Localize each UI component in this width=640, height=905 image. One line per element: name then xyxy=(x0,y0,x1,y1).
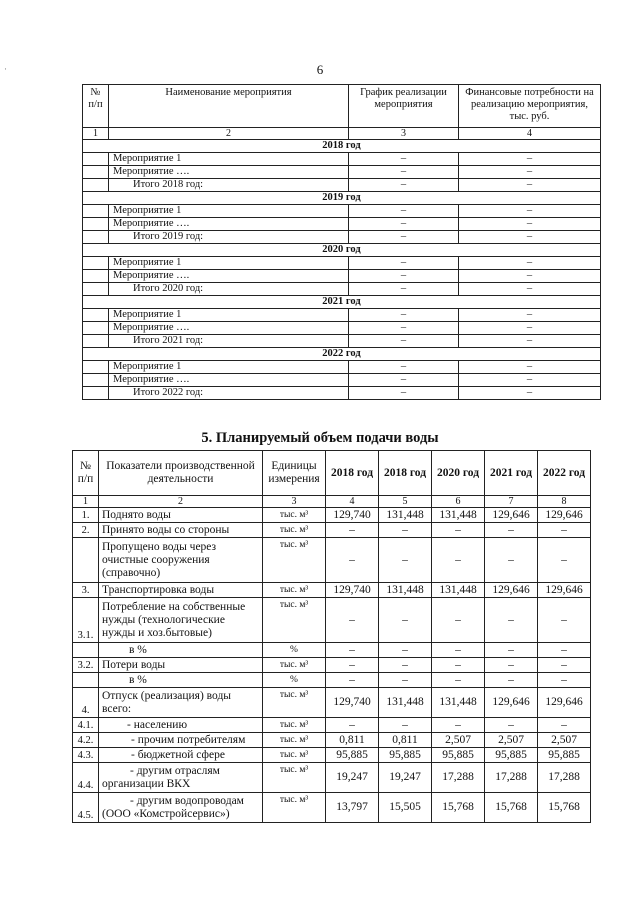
indicator-name: Потребление на собственные нужды (технологические нужды и хоз.бытовые) xyxy=(99,598,263,643)
year-value: – xyxy=(326,658,379,673)
year-value: 131,448 xyxy=(432,583,485,598)
row-num xyxy=(83,374,109,387)
year-value: 17,288 xyxy=(485,763,538,793)
financing-value: – xyxy=(459,322,601,335)
year-title: 2020 год xyxy=(83,244,601,257)
column-number: 3 xyxy=(349,128,459,140)
measure-name: Мероприятие 1 xyxy=(109,361,349,374)
year-value: – xyxy=(485,673,538,688)
header-num: № п/п xyxy=(83,85,109,128)
measure-name: Мероприятие …. xyxy=(109,218,349,231)
year-value: 0,811 xyxy=(326,733,379,748)
indicator-name-line: - другим водопроводам xyxy=(130,794,244,807)
column-number: 1 xyxy=(73,496,99,508)
unit: тыс. м³ xyxy=(263,508,326,523)
row-num xyxy=(83,309,109,322)
year-row xyxy=(83,348,601,361)
measure-name: Мероприятие 1 xyxy=(109,257,349,270)
year-title: 2021 год xyxy=(83,296,601,309)
indicator-row xyxy=(73,763,591,793)
header-num: № п/п xyxy=(73,451,99,496)
year-value: 129,740 xyxy=(326,688,379,718)
total-row xyxy=(83,335,601,348)
year-value: 129,646 xyxy=(485,583,538,598)
year-value: 95,885 xyxy=(432,748,485,763)
financing-value: – xyxy=(459,231,601,244)
year-value: – xyxy=(432,718,485,733)
year-value: – xyxy=(432,658,485,673)
indicator-name xyxy=(99,793,263,823)
row-num xyxy=(83,387,109,400)
column-number: 8 xyxy=(538,496,591,508)
header-schedule: График реализации мероприятия xyxy=(349,85,459,128)
row-index xyxy=(73,643,99,658)
measure-name: Мероприятие …. xyxy=(109,166,349,179)
header-year: 2018 год xyxy=(379,451,432,496)
measure-name: Мероприятие …. xyxy=(109,270,349,283)
year-title: 2018 год xyxy=(83,140,601,153)
year-value: – xyxy=(538,523,591,538)
financing-value: – xyxy=(459,374,601,387)
unit: тыс. м³ xyxy=(263,793,326,823)
column-number: 6 xyxy=(432,496,485,508)
year-value: 129,740 xyxy=(326,583,379,598)
indicator-row xyxy=(73,748,591,763)
header-year: 2018 год xyxy=(326,451,379,496)
total-label: Итого 2020 год: xyxy=(109,283,349,296)
indicator-row xyxy=(73,583,591,598)
indicator-name: - бюджетной сфере xyxy=(99,748,263,763)
column-number: 4 xyxy=(459,128,601,140)
indicator-row xyxy=(73,673,591,688)
financing-value: – xyxy=(459,166,601,179)
measure-name: Мероприятие 1 xyxy=(109,309,349,322)
indicator-name: Поднято воды xyxy=(99,508,263,523)
header-row xyxy=(73,451,591,496)
schedule-value: – xyxy=(349,309,459,322)
year-value: – xyxy=(432,523,485,538)
row-index xyxy=(73,538,99,583)
year-value: – xyxy=(432,598,485,643)
row-index: 4.4. xyxy=(73,763,99,793)
schedule-value: – xyxy=(349,335,459,348)
year-value: 129,646 xyxy=(485,688,538,718)
unit: тыс. м³ xyxy=(263,688,326,718)
indicator-name: в % xyxy=(99,643,263,658)
row-index: 1. xyxy=(73,508,99,523)
header-year: 2020 год xyxy=(432,451,485,496)
column-number: 5 xyxy=(379,496,432,508)
row-index: 3.2. xyxy=(73,658,99,673)
year-value: – xyxy=(326,598,379,643)
total-label: Итого 2019 год: xyxy=(109,231,349,244)
financing-value: – xyxy=(459,361,601,374)
unit: тыс. м³ xyxy=(263,658,326,673)
unit: тыс. м³ xyxy=(263,748,326,763)
year-value: 95,885 xyxy=(326,748,379,763)
column-number: 1 xyxy=(83,128,109,140)
year-value: – xyxy=(379,718,432,733)
year-value: 13,797 xyxy=(326,793,379,823)
schedule-value: – xyxy=(349,361,459,374)
measure-row xyxy=(83,166,601,179)
unit: тыс. м³ xyxy=(263,583,326,598)
year-value: – xyxy=(538,538,591,583)
header-financing: Финансовые потребности на реализацию мероприятия, тыс. руб. xyxy=(459,85,601,128)
column-number: 7 xyxy=(485,496,538,508)
measures-body xyxy=(83,140,601,400)
unit: тыс. м³ xyxy=(263,523,326,538)
year-value: 19,247 xyxy=(326,763,379,793)
indicator-name: - населению xyxy=(99,718,263,733)
unit: тыс. м³ xyxy=(263,538,326,583)
total-label: Итого 2022 год: xyxy=(109,387,349,400)
indicator-name: Принято воды со стороны xyxy=(99,523,263,538)
unit: % xyxy=(263,643,326,658)
year-value: – xyxy=(538,598,591,643)
year-row xyxy=(83,140,601,153)
indicator-row xyxy=(73,793,591,823)
year-value: – xyxy=(379,643,432,658)
year-value: – xyxy=(326,523,379,538)
year-title: 2022 год xyxy=(83,348,601,361)
schedule-value: – xyxy=(349,166,459,179)
year-value: 15,768 xyxy=(432,793,485,823)
financing-value: – xyxy=(459,205,601,218)
financing-value: – xyxy=(459,218,601,231)
indicator-name: Транспортировка воды xyxy=(99,583,263,598)
year-value: – xyxy=(538,643,591,658)
year-value: – xyxy=(379,538,432,583)
measure-name: Мероприятие …. xyxy=(109,374,349,387)
indicator-row xyxy=(73,688,591,718)
year-value: 129,740 xyxy=(326,508,379,523)
financing-value: – xyxy=(459,270,601,283)
schedule-value: – xyxy=(349,322,459,335)
measure-row xyxy=(83,205,601,218)
year-row xyxy=(83,192,601,205)
year-value: – xyxy=(485,538,538,583)
year-value: – xyxy=(485,523,538,538)
measure-row xyxy=(83,361,601,374)
indicator-name-line: (ООО «Комстройсервис») xyxy=(102,807,230,820)
total-label: Итого 2018 год: xyxy=(109,179,349,192)
year-value: – xyxy=(379,658,432,673)
row-num xyxy=(83,257,109,270)
indicator-row xyxy=(73,508,591,523)
financing-value: – xyxy=(459,283,601,296)
indicator-name: в % xyxy=(99,673,263,688)
year-value: – xyxy=(326,643,379,658)
year-value: – xyxy=(538,673,591,688)
year-value: 17,288 xyxy=(538,763,591,793)
year-value: – xyxy=(485,643,538,658)
schedule-value: – xyxy=(349,283,459,296)
year-value: 131,448 xyxy=(432,688,485,718)
financing-value: – xyxy=(459,257,601,270)
year-value: 131,448 xyxy=(432,508,485,523)
year-value: 15,768 xyxy=(538,793,591,823)
water-supply-table xyxy=(72,450,591,823)
indicator-row xyxy=(73,538,591,583)
measure-name: Мероприятие 1 xyxy=(109,205,349,218)
year-value: 2,507 xyxy=(432,733,485,748)
row-index: 2. xyxy=(73,523,99,538)
indicator-name-line: - другим отраслям xyxy=(130,764,220,777)
year-value: – xyxy=(538,658,591,673)
row-index xyxy=(73,673,99,688)
row-index: 4. xyxy=(73,688,99,718)
row-num xyxy=(83,270,109,283)
year-title: 2019 год xyxy=(83,192,601,205)
schedule-value: – xyxy=(349,179,459,192)
header-row xyxy=(83,85,601,128)
year-row xyxy=(83,296,601,309)
row-num xyxy=(83,283,109,296)
row-num xyxy=(83,166,109,179)
financing-value: – xyxy=(459,179,601,192)
total-row xyxy=(83,387,601,400)
header-year: 2022 год xyxy=(538,451,591,496)
financing-value: – xyxy=(459,153,601,166)
unit: % xyxy=(263,673,326,688)
financing-value: – xyxy=(459,309,601,322)
schedule-value: – xyxy=(349,387,459,400)
row-num xyxy=(83,322,109,335)
schedule-value: – xyxy=(349,374,459,387)
column-number: 3 xyxy=(263,496,326,508)
unit: тыс. м³ xyxy=(263,718,326,733)
row-index: 4.1. xyxy=(73,718,99,733)
header-unit: Единицы измерения xyxy=(263,451,326,496)
page-number: 6 xyxy=(316,62,324,77)
year-value: 131,448 xyxy=(379,583,432,598)
row-num xyxy=(83,335,109,348)
year-value: – xyxy=(432,643,485,658)
measure-name: Мероприятие 1 xyxy=(109,153,349,166)
year-value: 95,885 xyxy=(538,748,591,763)
column-number: 2 xyxy=(99,496,263,508)
measures-table xyxy=(82,84,601,400)
water-supply-body xyxy=(73,508,591,823)
header-indicator: Показатели производственной деятельности xyxy=(99,451,263,496)
year-value: – xyxy=(432,673,485,688)
schedule-value: – xyxy=(349,205,459,218)
year-value: – xyxy=(326,538,379,583)
year-value: 2,507 xyxy=(538,733,591,748)
year-value: 0,811 xyxy=(379,733,432,748)
year-value: – xyxy=(485,598,538,643)
indicator-row xyxy=(73,658,591,673)
row-index: 3. xyxy=(73,583,99,598)
year-value: 19,247 xyxy=(379,763,432,793)
row-num xyxy=(83,218,109,231)
header-measure-name: Наименование мероприятия xyxy=(109,85,349,128)
indicator-name: Отпуск (реализация) воды всего: xyxy=(99,688,263,718)
indicator-row xyxy=(73,718,591,733)
year-value: – xyxy=(379,598,432,643)
row-num xyxy=(83,205,109,218)
unit: тыс. м³ xyxy=(263,763,326,793)
year-value: 129,646 xyxy=(538,508,591,523)
total-row xyxy=(83,179,601,192)
year-value: 17,288 xyxy=(432,763,485,793)
schedule-value: – xyxy=(349,218,459,231)
year-value: 95,885 xyxy=(379,748,432,763)
measure-name: Мероприятие …. xyxy=(109,322,349,335)
header-year: 2021 год xyxy=(485,451,538,496)
unit: тыс. м³ xyxy=(263,598,326,643)
unit: тыс. м³ xyxy=(263,733,326,748)
financing-value: – xyxy=(459,335,601,348)
year-value: 129,646 xyxy=(485,508,538,523)
row-index: 4.3. xyxy=(73,748,99,763)
column-numbers-row xyxy=(83,128,601,140)
indicator-row xyxy=(73,733,591,748)
year-value: 129,646 xyxy=(538,583,591,598)
row-index: 3.1. xyxy=(73,598,99,643)
row-index: 4.2. xyxy=(73,733,99,748)
indicator-name-line: организации ВКХ xyxy=(102,777,191,790)
schedule-value: – xyxy=(349,231,459,244)
year-value: – xyxy=(379,673,432,688)
schedule-value: – xyxy=(349,270,459,283)
year-value: 129,646 xyxy=(538,688,591,718)
year-value: – xyxy=(326,673,379,688)
schedule-value: – xyxy=(349,257,459,270)
year-value: – xyxy=(379,523,432,538)
total-row xyxy=(83,231,601,244)
total-row xyxy=(83,283,601,296)
year-row xyxy=(83,244,601,257)
indicator-row xyxy=(73,643,591,658)
indicator-name: Потери воды xyxy=(99,658,263,673)
row-num xyxy=(83,231,109,244)
year-value: 131,448 xyxy=(379,688,432,718)
measure-row xyxy=(83,257,601,270)
row-index: 4.5. xyxy=(73,793,99,823)
year-value: – xyxy=(326,718,379,733)
schedule-value: – xyxy=(349,153,459,166)
measure-row xyxy=(83,374,601,387)
year-value: 15,505 xyxy=(379,793,432,823)
year-value: – xyxy=(485,658,538,673)
column-numbers-row xyxy=(73,496,591,508)
margin-mark: · xyxy=(4,64,7,74)
year-value: 15,768 xyxy=(485,793,538,823)
year-value: 131,448 xyxy=(379,508,432,523)
total-label: Итого 2021 год: xyxy=(109,335,349,348)
column-number: 2 xyxy=(109,128,349,140)
year-value: – xyxy=(485,718,538,733)
row-num xyxy=(83,153,109,166)
indicator-name xyxy=(99,763,263,793)
row-num xyxy=(83,179,109,192)
year-value: 2,507 xyxy=(485,733,538,748)
measure-row xyxy=(83,270,601,283)
indicator-name: - прочим потребителям xyxy=(99,733,263,748)
indicator-row xyxy=(73,598,591,643)
year-value: – xyxy=(432,538,485,583)
year-value: 95,885 xyxy=(485,748,538,763)
column-number: 4 xyxy=(326,496,379,508)
measure-row xyxy=(83,153,601,166)
year-value: – xyxy=(538,718,591,733)
measure-row xyxy=(83,218,601,231)
indicator-name: Пропущено воды через очистные сооружения (справочно) xyxy=(99,538,263,583)
indicator-row xyxy=(73,523,591,538)
measure-row xyxy=(83,309,601,322)
row-num xyxy=(83,361,109,374)
financing-value: – xyxy=(459,387,601,400)
measure-row xyxy=(83,322,601,335)
section-title: 5. Планируемый объем подачи воды xyxy=(201,430,439,446)
